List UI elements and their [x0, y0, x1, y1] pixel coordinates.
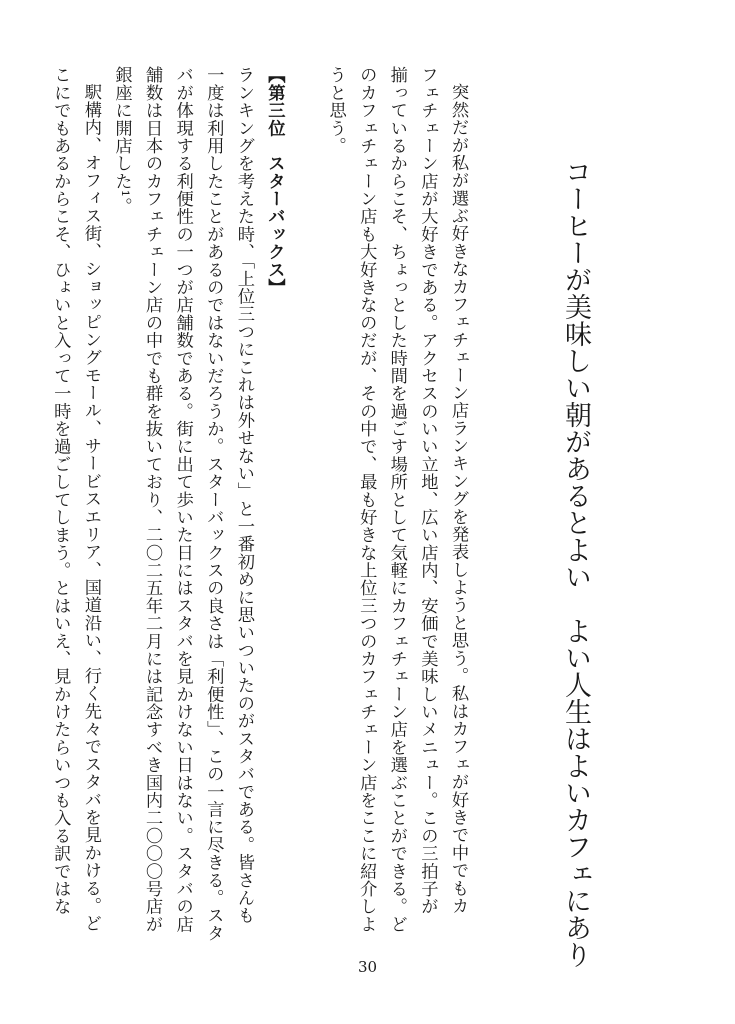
body-line: 舗数は日本のカフェチェーン店の中でも群を抜いており、二〇二五年二月には記念すべき国内二〇〇〇号店が	[142, 66, 163, 933]
body-line: 揃っているからこそ、ちょっとした時間を過ごす場所として気軽にカフェチェーン店を選ぶことができる。ど	[386, 66, 407, 933]
body-line: うと思う。	[325, 66, 346, 155]
page-number: 30	[357, 958, 378, 976]
body-line: 銀座に開店した¹。	[111, 66, 132, 215]
body-line: 突然だが私が選ぶ好きなカフェチェーン店ランキングを発表しようと思う。私はカフェが好きで中でもカ	[448, 83, 468, 915]
body-line: バが体現する利便性の一つが店舗数である。街に出て歩いた日にはスタバを見かけない日はない。スタバの店	[172, 66, 193, 933]
body-text	[45, 66, 473, 946]
body-line: 駅構内、オフィス街、ショッピングモール、サービスエリア、国道沿い、行く先々でスタバを見かける。ど	[80, 83, 101, 933]
body-line: こにでもあるからこそ、ひょいと入って一時を過ごしてしまう。とはいえ、見かけたらいつも入る訳ではな	[50, 66, 71, 916]
chapter-title: コーヒーが美味しい朝があるとよい よい人生はよいカフェにあり	[560, 158, 591, 968]
body-line: ランキングを考えた時、「上位三つにこれは外せない」と一番初めに思いついたのがスタバである。皆さんも	[233, 66, 254, 925]
section-heading: 【第三位 スターバックス】	[264, 66, 285, 296]
body-line: フェチェーン店が大好きである。アクセスのいい立地、広い店内、安価で美味しいメニュー。この三拍子が	[417, 66, 438, 916]
body-line: 一度は利用したことがあるのではないだろうか。スターバックスの良さは「利便性」、この一言に尽きる。スタ	[203, 66, 224, 942]
blank-line	[289, 66, 320, 946]
body-line: のカフェチェーン店も大好きなのだが、その中で、最も好きな上位三つのカフェチェーン店をここに紹介しよ	[356, 66, 377, 933]
